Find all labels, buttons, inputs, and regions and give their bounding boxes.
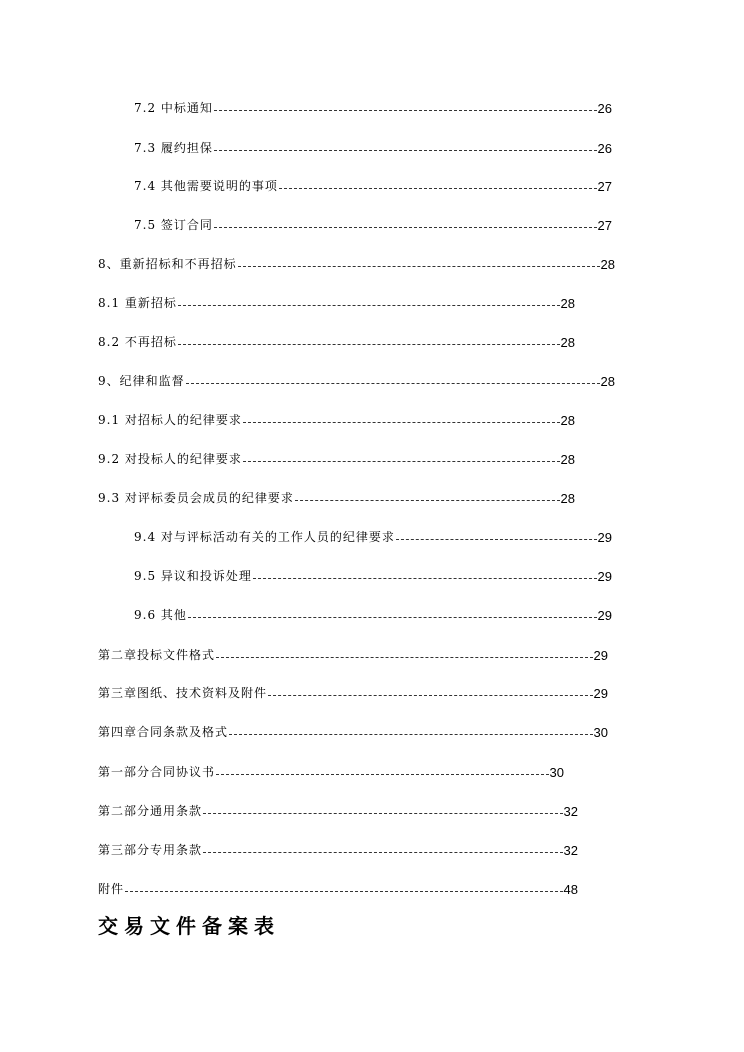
toc-entry-title: 第二部分通用条款 [98, 804, 203, 818]
toc-entry-title: 附件 [98, 882, 125, 896]
toc-leader [214, 227, 597, 228]
toc-entry-page: 29 [597, 569, 612, 584]
toc-entry[interactable] [98, 643, 608, 663]
toc-entry[interactable] [134, 213, 612, 233]
toc-leader [279, 188, 597, 189]
toc-leader [178, 305, 560, 306]
toc-entry-title: 第一部分合同协议书 [98, 765, 216, 779]
toc-entry-title: 7.2 中标通知 [134, 101, 213, 115]
toc-entry-title: 7.3 履约担保 [134, 141, 213, 155]
toc-entry-title: 8、重新招标和不再招标 [98, 257, 237, 271]
toc-entry[interactable] [134, 564, 612, 584]
toc-entry[interactable] [98, 408, 575, 428]
toc-entry-title: 9.5 异议和投诉处理 [134, 569, 252, 583]
toc-entry-page: 28 [600, 257, 615, 272]
toc-leader [229, 734, 593, 735]
toc-leader [216, 657, 593, 658]
toc-entry-page: 27 [597, 218, 612, 233]
section-heading: 交易文件备案表 [98, 914, 280, 938]
toc-entry-page: 29 [593, 686, 608, 701]
toc-entry[interactable] [98, 760, 564, 780]
toc-leader [238, 266, 600, 267]
toc-entry[interactable] [134, 136, 612, 156]
toc-entry-page: 28 [600, 374, 615, 389]
toc-entry[interactable] [134, 174, 612, 194]
toc-entry-page: 26 [597, 141, 612, 156]
toc-entry[interactable] [98, 252, 615, 272]
toc-entry-page: 29 [597, 530, 612, 545]
toc-entry-page: 48 [563, 882, 578, 897]
toc-entry-title: 7.4 其他需要说明的事项 [134, 179, 278, 193]
toc-entry-page: 27 [597, 179, 612, 194]
toc-leader [396, 539, 597, 540]
toc-entry-page: 28 [560, 452, 575, 467]
toc-entry-page: 30 [593, 725, 608, 740]
toc-leader [295, 500, 560, 501]
toc-entry-title: 9.3 对评标委员会成员的纪律要求 [98, 491, 294, 505]
toc-leader [203, 852, 563, 853]
toc-entry-page: 32 [563, 804, 578, 819]
toc-entry[interactable] [134, 96, 612, 116]
toc-entry-page: 28 [560, 296, 575, 311]
toc-entry-title: 9.2 对投标人的纪律要求 [98, 452, 242, 466]
toc-entry[interactable] [98, 486, 575, 506]
toc-entry[interactable] [134, 525, 612, 545]
toc-leader [243, 422, 560, 423]
toc-entry[interactable] [98, 681, 608, 701]
toc-entry[interactable] [98, 838, 578, 858]
toc-entry-page: 29 [593, 648, 608, 663]
toc-entry[interactable] [98, 291, 575, 311]
toc-entry-title: 8.2 不再招标 [98, 335, 177, 349]
toc-entry-title: 第三部分专用条款 [98, 843, 203, 857]
toc-entry-page: 32 [563, 843, 578, 858]
toc-entry-title: 9.4 对与评标活动有关的工作人员的纪律要求 [134, 530, 395, 544]
toc-entry-page: 28 [560, 413, 575, 428]
toc-entry-title: 第三章图纸、技术资料及附件 [98, 686, 268, 700]
toc-entry[interactable] [98, 330, 575, 350]
toc-leader [203, 813, 563, 814]
toc-leader [216, 774, 549, 775]
toc-leader [243, 461, 560, 462]
toc-leader [186, 383, 600, 384]
toc-entry-page: 28 [560, 491, 575, 506]
toc-entry[interactable] [134, 603, 612, 623]
toc-entry[interactable] [98, 369, 615, 389]
toc-entry-title: 8.1 重新招标 [98, 296, 177, 310]
toc-entry[interactable] [98, 877, 578, 897]
toc-leader [188, 617, 597, 618]
toc-entry-page: 28 [560, 335, 575, 350]
toc-leader [253, 578, 597, 579]
toc-leader [125, 891, 563, 892]
toc-entry[interactable] [98, 799, 578, 819]
toc-entry-page: 26 [597, 101, 612, 116]
toc-leader [268, 695, 593, 696]
toc-entry-title: 9、纪律和监督 [98, 374, 185, 388]
toc-entry-title: 7.5 签订合同 [134, 218, 213, 232]
toc-leader [178, 344, 560, 345]
toc-entry-title: 9.6 其他 [134, 608, 187, 622]
toc-leader [214, 110, 597, 111]
toc-leader [214, 150, 597, 151]
toc-entry-title: 第二章投标文件格式 [98, 648, 216, 662]
toc-entry-page: 29 [597, 608, 612, 623]
toc-entry[interactable] [98, 720, 608, 740]
toc-entry[interactable] [98, 447, 575, 467]
toc-entry-title: 第四章合同条款及格式 [98, 725, 229, 739]
toc-entry-page: 30 [549, 765, 564, 780]
toc-entry-title: 9.1 对招标人的纪律要求 [98, 413, 242, 427]
